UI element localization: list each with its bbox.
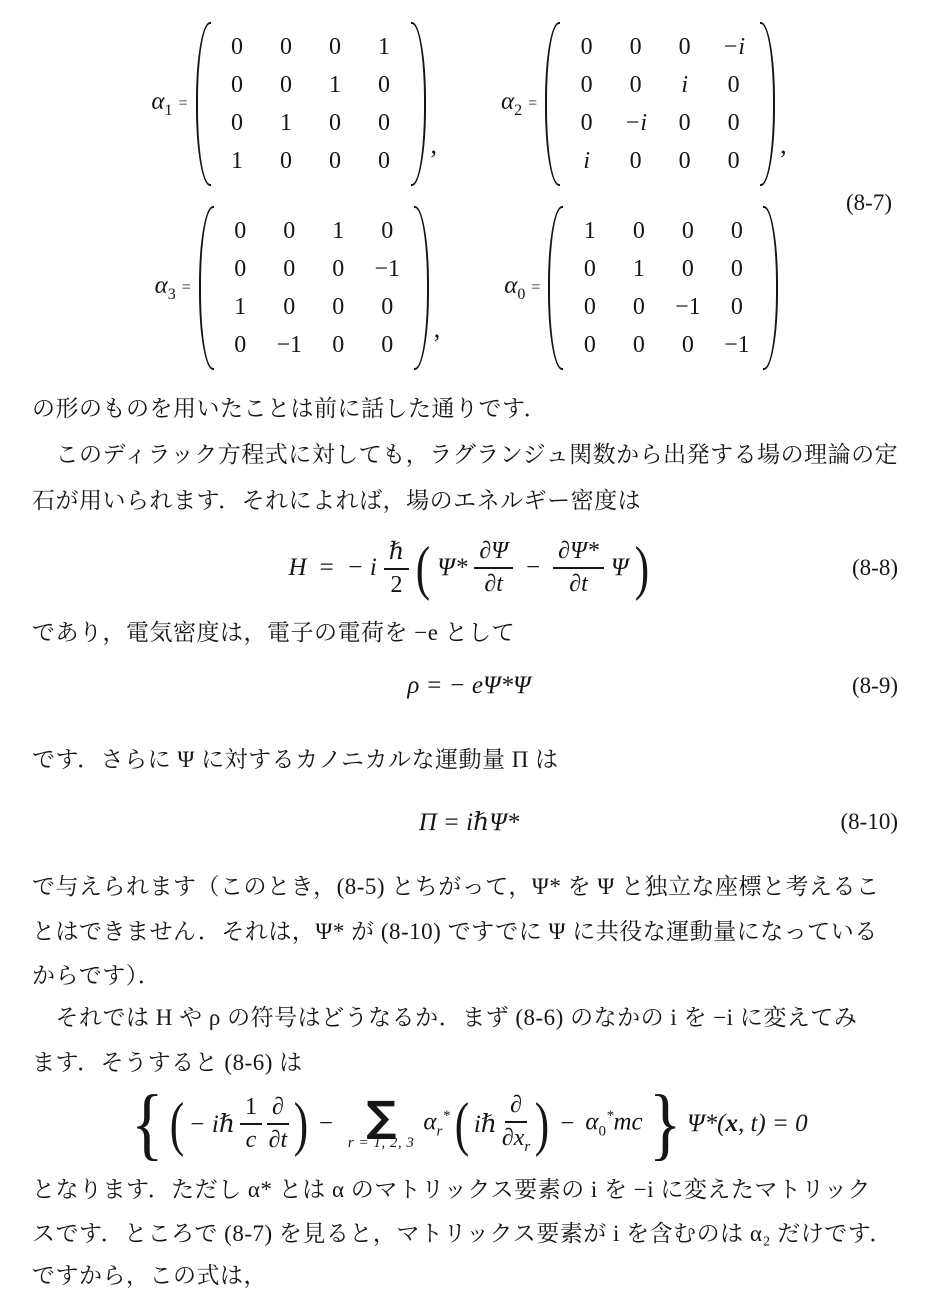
alpha-subscript: 3	[167, 286, 176, 303]
matrix-row	[562, 142, 758, 180]
equals-sign: =	[181, 279, 191, 296]
matrix-row	[565, 288, 761, 326]
matrix-cell: 0	[234, 218, 247, 244]
matrix-row	[562, 66, 758, 104]
equation-number-8-9: (8-9)	[852, 673, 898, 698]
matrix-cell: 0	[280, 148, 292, 174]
matrix-alpha-0-label	[504, 272, 525, 304]
paragraph-line-11: となります．ただし α* とは α のマトリックス要素の i を −i に変えたマトリック	[32, 1177, 871, 1202]
matrix-row	[216, 326, 412, 364]
matrix-alpha-3	[155, 206, 441, 370]
matrix-cell: 0	[283, 294, 296, 320]
matrix-cell: 0	[730, 256, 743, 282]
fraction-denominator: c	[245, 1127, 257, 1153]
matrix-cell: 0	[678, 110, 691, 136]
matrix-cell: 0	[629, 72, 642, 98]
matrix-cell: 0	[681, 332, 694, 358]
matrix-cell: −1	[675, 294, 701, 320]
matrix-cell: −1	[374, 256, 401, 282]
matrix-cell: 0	[332, 294, 345, 320]
matrix-cell: −1	[276, 332, 303, 358]
matrix-cell: 0	[632, 332, 645, 358]
matrix-cell: i	[583, 148, 590, 174]
fraction-1-over-c	[240, 1094, 262, 1154]
matrix-cell: 0	[381, 294, 394, 320]
matrix-cell: 0	[329, 148, 341, 174]
x-subscript: r	[524, 1138, 531, 1155]
matrix-cell: 0	[381, 332, 394, 358]
matrix-grid	[216, 212, 412, 364]
matrix-row	[213, 66, 409, 104]
paragraph-line-1: の形のものを用いたことは前に話した通りです．	[32, 396, 548, 421]
left-brace: {	[131, 1080, 164, 1168]
matrix-cell: 0	[280, 34, 292, 60]
hamiltonian-symbol: H	[288, 554, 307, 581]
dx-symbol: ∂x	[501, 1125, 525, 1152]
matrix-cell: 0	[378, 110, 390, 136]
minus-sign: −	[560, 1110, 575, 1137]
matrix-row	[565, 250, 761, 288]
summation	[347, 1092, 415, 1152]
matrix-cell: 0	[283, 256, 296, 282]
matrix-cell: 0	[580, 110, 593, 136]
fraction-numerator: ∂Ψ	[474, 538, 513, 569]
matrix-cell: 0	[730, 218, 743, 244]
matrix-alpha-2	[501, 22, 787, 186]
psi-star: Ψ*	[437, 554, 468, 581]
matrix-cell: 1	[583, 218, 596, 244]
comma: ,	[430, 130, 437, 159]
left-paren: (	[416, 535, 431, 601]
matrix-cell: 0	[332, 332, 345, 358]
matrix-row	[216, 288, 412, 326]
fraction-numerator: ∂	[267, 1094, 289, 1125]
matrix-alpha-3-label	[155, 272, 176, 304]
matrix-alpha-2-label	[501, 88, 522, 120]
matrix-row	[565, 326, 761, 364]
matrix-cell: 0	[681, 256, 694, 282]
matrix-cell: 0	[727, 72, 740, 98]
coefficient-minus-i: − i	[346, 554, 377, 581]
fraction-hbar-over-2	[384, 537, 409, 599]
summation-limits: r = 1, 2, 3	[347, 1135, 415, 1151]
alpha-symbol: α	[151, 88, 165, 115]
equation-8-8	[0, 528, 938, 608]
matrix-cell: 0	[329, 110, 341, 136]
matrix-cell: 1	[378, 34, 390, 60]
psi-symbol: Ψ	[610, 554, 629, 581]
paragraph-line-5: です．さらに Ψ に対するカノニカルな運動量 Π は	[32, 747, 559, 772]
fraction-denominator: ∂t	[569, 571, 588, 597]
matrix-cell: 0	[632, 218, 645, 244]
paragraph-line-12: スです．ところで (8-7) を見ると，マトリックス要素が i を含むのは α₂ だけです．	[32, 1221, 893, 1246]
alpha-superscript: *	[605, 1107, 614, 1124]
matrix-cell: 1	[332, 218, 345, 244]
minus-i-hbar: − iℏ	[188, 1111, 235, 1138]
matrix-cell: 0	[378, 148, 390, 174]
matrix-cell: i	[681, 72, 688, 98]
matrix-cell: −1	[724, 332, 750, 358]
matrix-alpha-0-body	[548, 206, 778, 370]
paragraph-line-2: このディラック方程式に対しても，ラグランジュ関数から出発する場の理論の定	[32, 442, 899, 467]
canonical-momentum-equation: Π = iℏΨ*	[418, 809, 520, 836]
matrix-cell: 0	[231, 34, 243, 60]
matrix-alpha-1-body	[196, 22, 426, 186]
sigma-symbol: ∑	[366, 1092, 397, 1141]
matrix-alpha-1-label	[151, 88, 172, 120]
paragraph-line-3: 石が用いられます．それによれば，場のエネルギー密度は	[32, 488, 642, 513]
matrix-cell: 0	[583, 294, 596, 320]
equation-number-8-8: (8-8)	[852, 555, 898, 580]
minus-sign: −	[318, 1110, 333, 1137]
alpha-r-star	[423, 1108, 449, 1140]
comma: ,	[433, 314, 441, 343]
matrix-cell: −i	[624, 110, 648, 136]
matrix-cell: 0	[280, 72, 292, 98]
matrix-cell: 1	[234, 294, 247, 320]
alpha-subscript: 0	[598, 1123, 606, 1140]
matrix-row-2	[0, 206, 938, 370]
matrix-cell: 0	[678, 148, 691, 174]
right-paren: )	[635, 535, 650, 601]
fraction-denominator: ∂t	[268, 1127, 288, 1153]
matrix-row	[213, 142, 409, 180]
fraction-denominator	[502, 1123, 530, 1156]
matrix-row	[565, 212, 761, 250]
matrix-cell: 0	[629, 148, 642, 174]
equals-sign: =	[531, 279, 541, 296]
matrix-row	[216, 212, 412, 250]
equation-8-9	[0, 664, 938, 708]
fraction-numerator: ∂	[505, 1092, 527, 1123]
matrix-grid	[213, 28, 409, 180]
matrix-cell: 0	[332, 256, 345, 282]
alpha-superscript: *	[442, 1107, 450, 1124]
matrix-row-1	[0, 22, 938, 186]
psi-star-argument	[687, 1110, 808, 1138]
alpha-0-star-mc	[585, 1108, 642, 1140]
paragraph-line-7: とはできません．それは，Ψ* が (8-10) ですでに Ψ に共役な運動量になっている	[32, 919, 878, 944]
matrix-cell: 0	[629, 34, 642, 60]
alpha-symbol: α	[585, 1108, 599, 1136]
i-hbar: iℏ	[473, 1111, 497, 1138]
matrix-cell: 1	[280, 110, 292, 136]
matrix-alpha-0	[504, 206, 783, 370]
matrix-row	[213, 104, 409, 142]
matrix-row	[562, 104, 758, 142]
matrix-grid	[565, 212, 761, 364]
alpha-symbol: α	[504, 272, 518, 299]
equation-number-8-7: (8-7)	[846, 190, 892, 215]
psi-star-open: Ψ*(	[687, 1110, 726, 1137]
equation-tail: , t) = 0	[737, 1110, 808, 1137]
alpha-subscript: r	[436, 1123, 443, 1140]
right-paren: )	[535, 1091, 550, 1157]
matrix-alpha-3-body	[199, 206, 429, 370]
alpha-symbol: α	[423, 1108, 437, 1136]
matrix-cell: 0	[329, 34, 341, 60]
charge-density-equation: ρ = − eΨ*Ψ	[407, 672, 531, 699]
fraction-numerator: 1	[240, 1094, 262, 1125]
matrix-cell: 0	[580, 34, 593, 60]
matrix-cell: 0	[727, 110, 740, 136]
fraction-denominator: ∂t	[484, 571, 503, 597]
paragraph-line-6: で与えられます（このとき，(8-5) とちがって，Ψ* を Ψ と独立な座標と考えるこ	[32, 874, 880, 899]
matrix-cell: 0	[727, 148, 740, 174]
paragraph-line-9: それでは H や ρ の符号はどうなるか．まず (8-6) のなかの i を −i に変えてみ	[32, 1005, 858, 1030]
matrix-cell: 0	[381, 218, 394, 244]
paragraph-line-10: ます．そうすると (8-6) は	[32, 1050, 303, 1075]
matrix-cell: 0	[378, 72, 390, 98]
matrix-cell: 0	[580, 72, 593, 98]
left-paren: (	[454, 1091, 470, 1157]
equation-number-8-10: (8-10)	[840, 809, 898, 834]
matrix-row	[216, 250, 412, 288]
fraction-denominator: 2	[390, 572, 403, 598]
matrix-cell: 0	[283, 218, 296, 244]
matrix-cell: 0	[678, 34, 691, 60]
alpha-symbol: α	[501, 88, 515, 115]
fraction-dpsi-dt	[474, 538, 513, 598]
matrix-cell: 0	[681, 218, 694, 244]
matrix-cell: 1	[329, 72, 341, 98]
mc-term: mc	[613, 1108, 643, 1136]
matrix-cell: 0	[730, 294, 743, 320]
matrix-cell: 0	[583, 256, 596, 282]
matrix-cell: −i	[722, 34, 746, 60]
fraction-d-dxr	[502, 1092, 530, 1156]
equals-sign: =	[528, 95, 538, 112]
matrix-cell: 0	[234, 256, 247, 282]
paragraph-line-13: ですから，この式は，	[32, 1263, 267, 1288]
right-paren: )	[293, 1091, 309, 1157]
alpha-subscript: 0	[517, 286, 526, 303]
matrix-cell: 0	[583, 332, 596, 358]
paragraph-line-4: であり，電気密度は，電子の電荷を −e として	[32, 620, 516, 645]
matrix-row	[213, 28, 409, 66]
matrix-cell: 0	[234, 332, 247, 358]
fraction-numerator: ℏ	[384, 537, 409, 570]
bold-x-vector: x	[725, 1110, 738, 1137]
alpha-subscript: 1	[164, 102, 173, 119]
alpha-subscript: 2	[514, 102, 523, 119]
matrix-alpha-1	[151, 22, 437, 186]
matrix-cell: 1	[632, 256, 645, 282]
matrix-row	[562, 28, 758, 66]
matrix-cell: 0	[632, 294, 645, 320]
right-brace: }	[648, 1080, 682, 1168]
equals-sign: =	[178, 95, 188, 112]
matrix-cell: 0	[231, 72, 243, 98]
comma: ,	[780, 130, 787, 159]
fraction-d-dt	[267, 1094, 289, 1154]
left-paren: (	[169, 1091, 184, 1157]
alpha-symbol: α	[154, 272, 168, 299]
matrix-cell: 1	[231, 148, 243, 174]
minus-sign: −	[526, 554, 541, 581]
equation-8-7	[0, 22, 938, 370]
matrix-cell: 0	[231, 110, 243, 136]
fraction-numerator: ∂Ψ*	[553, 538, 604, 569]
matrix-alpha-2-body	[545, 22, 775, 186]
equation-8-10	[0, 800, 938, 844]
fraction-dpsistar-dt	[553, 538, 604, 598]
equation-8-6-conjugate	[0, 1080, 938, 1168]
paragraph-line-8: からです）．	[32, 963, 162, 988]
equals-sign: =	[319, 554, 334, 581]
matrix-grid	[562, 28, 758, 180]
